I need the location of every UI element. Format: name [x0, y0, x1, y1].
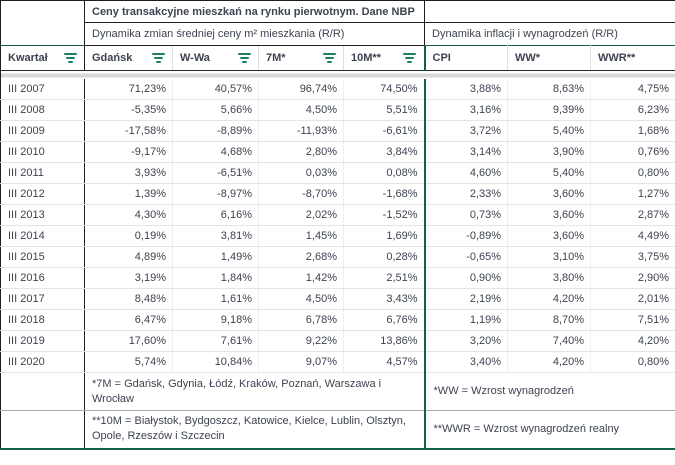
value-cell: 7,51% [591, 310, 675, 331]
value-cell: 4,30% [85, 205, 173, 226]
value-cell: 1,42% [259, 268, 344, 289]
value-cell: 3,81% [173, 226, 259, 247]
column-header-7m-[interactable] [259, 46, 344, 71]
value-cell: 96,74% [259, 79, 344, 100]
value-cell: 5,40% [508, 121, 591, 142]
corner-empty-cell-2 [1, 23, 85, 46]
table-row [1, 142, 675, 163]
value-cell: 1,19% [425, 310, 508, 331]
value-cell: 0,03% [259, 163, 344, 184]
footnote-empty-cell-2 [1, 411, 85, 449]
column-header-gdańsk[interactable] [85, 46, 173, 71]
value-cell: 2,80% [259, 142, 344, 163]
table-row [1, 121, 675, 142]
filter-icon[interactable] [403, 53, 417, 63]
table-body [1, 79, 675, 373]
value-cell: 0,19% [85, 226, 173, 247]
table-row [1, 100, 675, 121]
value-cell: -5,35% [85, 100, 173, 121]
value-cell: 1,49% [173, 247, 259, 268]
table-row [1, 247, 675, 268]
value-cell: 3,10% [508, 247, 591, 268]
column-header-wwr- [591, 46, 675, 71]
value-cell: -8,97% [173, 184, 259, 205]
value-cell: 6,16% [173, 205, 259, 226]
quarter-cell: III 2011 [1, 163, 85, 184]
value-cell: 0,90% [425, 268, 508, 289]
value-cell: 17,60% [85, 331, 173, 352]
value-cell: 4,20% [508, 289, 591, 310]
table-row [1, 79, 675, 100]
value-cell: 3,16% [425, 100, 508, 121]
value-cell: 4,89% [85, 247, 173, 268]
value-cell: 3,80% [508, 268, 591, 289]
value-cell: 2,51% [344, 268, 425, 289]
quarter-cell: III 2010 [1, 142, 85, 163]
value-cell: -6,61% [344, 121, 425, 142]
value-cell: 1,45% [259, 226, 344, 247]
value-cell: 3,19% [85, 268, 173, 289]
value-cell: 7,40% [508, 331, 591, 352]
value-cell: -11,93% [259, 121, 344, 142]
footnote-empty-cell-1 [1, 373, 85, 411]
column-label: 7M* [266, 52, 286, 64]
value-cell: 9,07% [259, 352, 344, 373]
value-cell: 4,20% [508, 352, 591, 373]
quarter-cell: III 2014 [1, 226, 85, 247]
value-cell: 3,93% [85, 163, 173, 184]
value-cell: 0,80% [591, 352, 675, 373]
table-row [1, 268, 675, 289]
value-cell: 6,47% [85, 310, 173, 331]
value-cell: 1,61% [173, 289, 259, 310]
column-header-cpi [425, 46, 508, 71]
corner-empty-cell [1, 1, 85, 23]
filter-icon[interactable] [322, 53, 336, 63]
column-label: CPI [432, 52, 451, 64]
value-cell: -0,65% [425, 247, 508, 268]
value-cell: 6,78% [259, 310, 344, 331]
table-row [1, 352, 675, 373]
column-header-kwartał[interactable] [1, 46, 85, 71]
value-cell: 3,88% [425, 79, 508, 100]
value-cell: -8,89% [173, 121, 259, 142]
value-cell: 4,50% [259, 289, 344, 310]
title-row [1, 1, 675, 23]
value-cell: 3,20% [425, 331, 508, 352]
value-cell: 74,50% [344, 79, 425, 100]
value-cell: 9,22% [259, 331, 344, 352]
column-header-w-wa[interactable] [173, 46, 259, 71]
header-gap-band [1, 71, 675, 79]
value-cell: 4,50% [259, 100, 344, 121]
quarter-cell: III 2017 [1, 289, 85, 310]
value-cell: 6,76% [344, 310, 425, 331]
value-cell: 4,49% [591, 226, 675, 247]
filter-icon[interactable] [151, 53, 165, 63]
value-cell: 4,60% [425, 163, 508, 184]
value-cell: 1,39% [85, 184, 173, 205]
quarter-cell: III 2013 [1, 205, 85, 226]
filter-icon[interactable] [237, 53, 251, 63]
value-cell: 0,80% [591, 163, 675, 184]
quarter-cell: III 2008 [1, 100, 85, 121]
value-cell: 3,60% [508, 226, 591, 247]
value-cell: 4,20% [591, 331, 675, 352]
value-cell: 4,57% [344, 352, 425, 373]
value-cell: 3,90% [508, 142, 591, 163]
value-cell: 8,63% [508, 79, 591, 100]
quarter-cell: III 2019 [1, 331, 85, 352]
value-cell: 5,51% [344, 100, 425, 121]
value-cell: 10,84% [173, 352, 259, 373]
footnote-7m: *7M = Gdańsk, Gdynia, Łódź, Kraków, Poznań, Warszawa i Wrocław [85, 373, 425, 411]
value-cell: 1,27% [591, 184, 675, 205]
table-title: Ceny transakcyjne mieszkań na rynku pierwotnym. Dane NBP [85, 1, 425, 23]
value-cell: 1,69% [344, 226, 425, 247]
footnote-wwr: **WWR = Wzrost wynagrodzeń realny [425, 411, 675, 449]
value-cell: 5,66% [173, 100, 259, 121]
value-cell: 2,90% [591, 268, 675, 289]
value-cell: 3,72% [425, 121, 508, 142]
column-header-row [1, 46, 675, 71]
value-cell: 9,39% [508, 100, 591, 121]
column-label: WW* [515, 52, 541, 64]
value-cell: 3,43% [344, 289, 425, 310]
column-label: Gdańsk [92, 52, 133, 64]
table-row [1, 331, 675, 352]
table-row [1, 163, 675, 184]
column-label: WWR** [598, 52, 636, 64]
table-row [1, 205, 675, 226]
quarter-cell: III 2012 [1, 184, 85, 205]
column-label: Kwartał [8, 52, 48, 64]
subtitle-row [1, 23, 675, 46]
value-cell: 40,57% [173, 79, 259, 100]
value-cell: 2,33% [425, 184, 508, 205]
value-cell: 6,23% [591, 100, 675, 121]
value-cell: -17,58% [85, 121, 173, 142]
section-right-subtitle: Dynamika inflacji i wynagrodzeń (R/R) [425, 23, 675, 46]
value-cell: 5,74% [85, 352, 173, 373]
value-cell: 2,02% [259, 205, 344, 226]
value-cell: 2,19% [425, 289, 508, 310]
quarter-cell: III 2015 [1, 247, 85, 268]
footnote-ww: *WW = Wzrost wynagrodzeń [425, 373, 675, 411]
value-cell: -6,51% [173, 163, 259, 184]
value-cell: -0,89% [425, 226, 508, 247]
quarter-cell: III 2007 [1, 79, 85, 100]
value-cell: 3,60% [508, 205, 591, 226]
value-cell: 3,60% [508, 184, 591, 205]
quarter-cell: III 2020 [1, 352, 85, 373]
section-left-subtitle: Dynamika zmian średniej ceny m² mieszkania (R/R) [85, 23, 425, 46]
value-cell: 0,28% [344, 247, 425, 268]
value-cell: 3,14% [425, 142, 508, 163]
column-header-ww- [508, 46, 591, 71]
quarter-cell: III 2018 [1, 310, 85, 331]
value-cell: -1,52% [344, 205, 425, 226]
footnote-row-2 [1, 411, 675, 449]
value-cell: 1,68% [591, 121, 675, 142]
value-cell: 0,08% [344, 163, 425, 184]
value-cell: 3,75% [591, 247, 675, 268]
quarter-cell: III 2016 [1, 268, 85, 289]
table-row [1, 226, 675, 247]
table-row [1, 184, 675, 205]
column-label: 10M** [351, 52, 381, 64]
value-cell: 3,40% [425, 352, 508, 373]
value-cell: 3,84% [344, 142, 425, 163]
value-cell: -1,68% [344, 184, 425, 205]
table-row [1, 289, 675, 310]
value-cell: 8,70% [508, 310, 591, 331]
column-header-10m-[interactable] [344, 46, 425, 71]
value-cell: 2,87% [591, 205, 675, 226]
value-cell: 7,61% [173, 331, 259, 352]
right-empty-cell [425, 1, 675, 23]
value-cell: 13,86% [344, 331, 425, 352]
value-cell: 5,40% [508, 163, 591, 184]
value-cell: 1,84% [173, 268, 259, 289]
quarter-cell: III 2009 [1, 121, 85, 142]
value-cell: 0,73% [425, 205, 508, 226]
value-cell: 2,68% [259, 247, 344, 268]
footnote-10m: **10M = Białystok, Bydgoszcz, Katowice, Kielce, Lublin, Olsztyn, Opole, Rzeszów i Szczecin [85, 411, 425, 449]
value-cell: -8,70% [259, 184, 344, 205]
value-cell: 2,01% [591, 289, 675, 310]
value-cell: 4,68% [173, 142, 259, 163]
value-cell: 8,48% [85, 289, 173, 310]
value-cell: 9,18% [173, 310, 259, 331]
table-row [1, 310, 675, 331]
value-cell: -9,17% [85, 142, 173, 163]
footnote-row-1 [1, 373, 675, 411]
value-cell: 0,76% [591, 142, 675, 163]
filter-icon[interactable] [63, 53, 77, 63]
value-cell: 4,75% [591, 79, 675, 100]
value-cell: 71,23% [85, 79, 173, 100]
column-label: W-Wa [180, 52, 210, 64]
